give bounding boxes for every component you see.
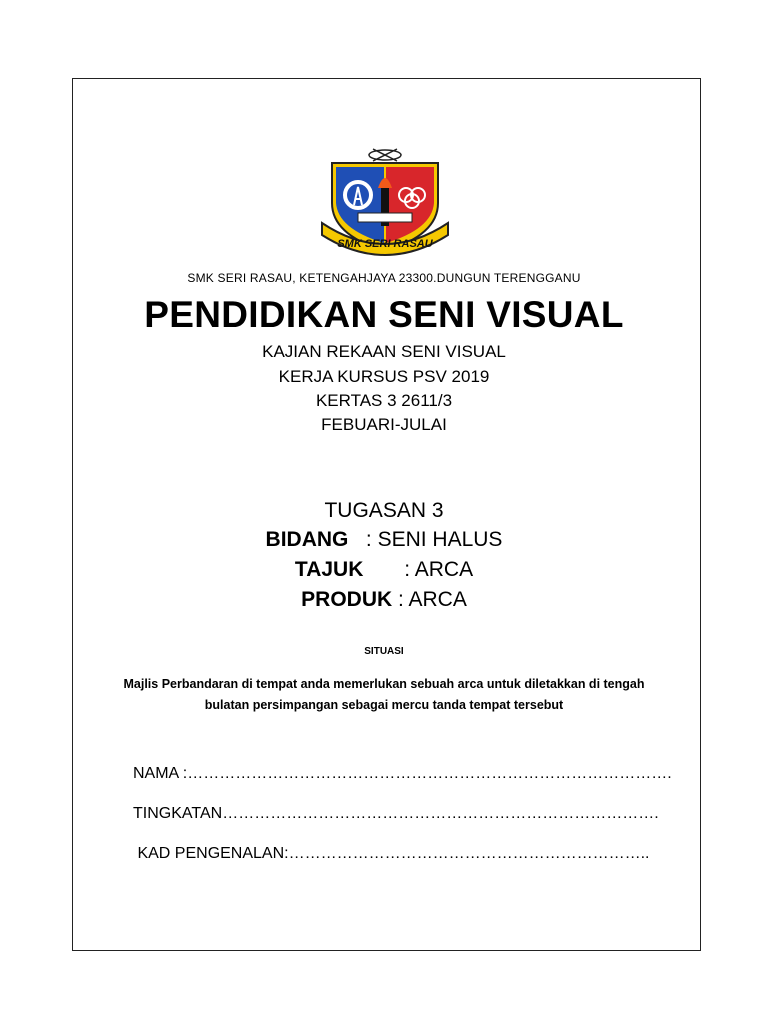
situation-text-line-1: Majlis Perbandaran di tempat anda memerlukan sebuah arca untuk diletakkan di tengah [123, 677, 645, 691]
id-card-field: KAD PENGENALAN:………………………………………………………….. [133, 845, 650, 862]
task-heading: TUGASAN 3 [324, 499, 444, 522]
subtitle-line-2: KERJA KURSUS PSV 2019 [278, 367, 490, 386]
name-field: NAMA :………………………………………………………………………………. [133, 765, 672, 782]
situation-text-line-2: bulatan persimpangan sebagai mercu tanda tempat tersebut [204, 698, 564, 712]
task-produk [0, 588, 768, 612]
subtitle-line-1: KAJIAN REKAAN SENI VISUAL [262, 342, 506, 361]
task-bidang [0, 528, 768, 552]
page-title: PENDIDIKAN SENI VISUAL [144, 294, 624, 335]
subtitle-line-3: KERTAS 3 2611/3 [315, 391, 453, 410]
crest-banner-text: SMK SERI RASAU [337, 238, 433, 250]
situation-heading: SITUASI [364, 646, 404, 657]
subtitle-line-4: FEBUARI-JULAI [321, 415, 447, 434]
task-tajuk [0, 558, 768, 582]
produk-label: PRODUK [301, 588, 393, 611]
bidang-value: : SENI HALUS [348, 528, 503, 551]
bidang-label: BIDANG [265, 528, 349, 551]
school-crest-logo [318, 143, 452, 261]
form-level-field: TINGKATAN………………………………………………………………………. [133, 805, 659, 822]
tajuk-label: TAJUK [294, 558, 364, 581]
school-address: SMK SERI RASAU, KETENGAHJAYA 23300.DUNGUN TERENGGANU [187, 271, 581, 285]
tajuk-value: : ARCA [363, 558, 474, 581]
produk-value: : ARCA [392, 588, 467, 611]
